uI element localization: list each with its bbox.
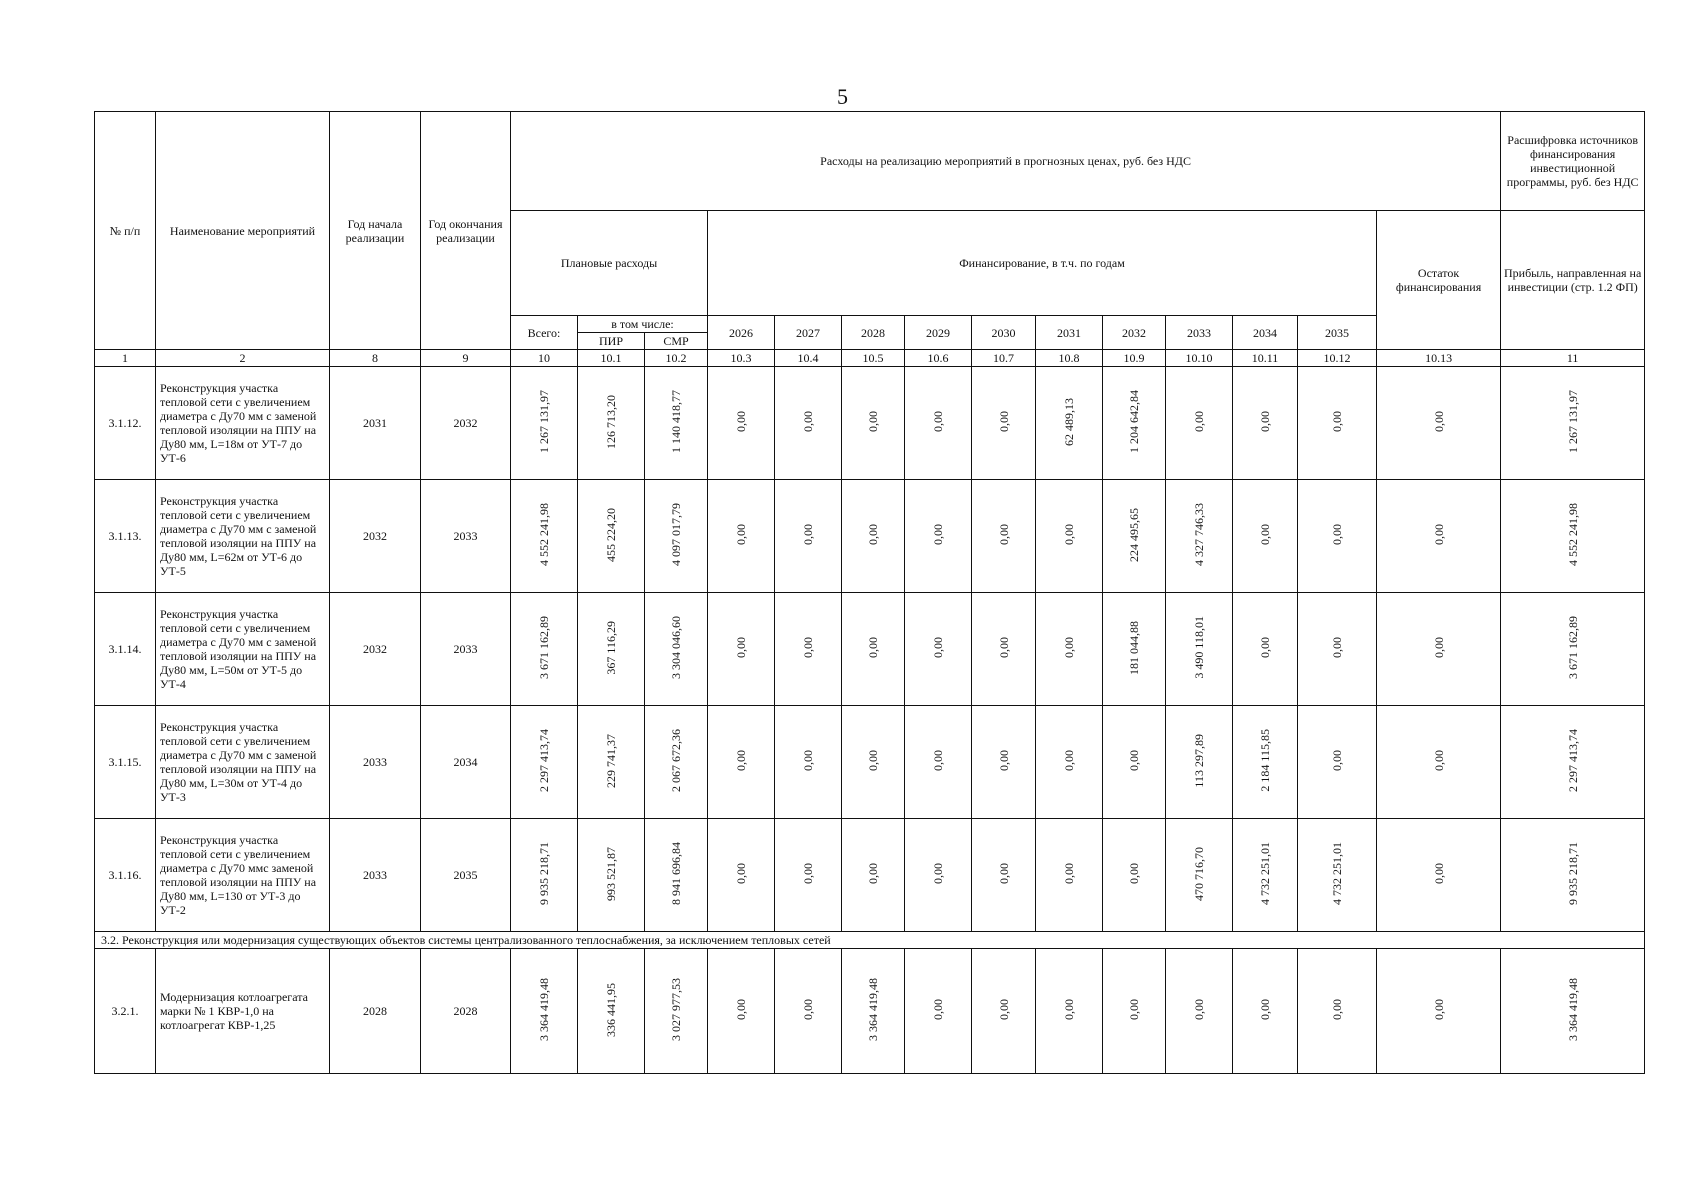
financing-year-2033-value: 113 297,89 [1192,733,1206,788]
header-year-2035: 2035 [1298,316,1377,350]
financing-year-2032-value: 0,00 [1127,999,1141,1020]
planned-total [511,819,578,932]
financing-year-2028-value: 0,00 [866,863,880,884]
row-number: 3.1.16. [95,819,156,932]
end-year: 2035 [421,819,511,932]
financing-year-2032-value: 0,00 [1127,750,1141,771]
row-number: 3.1.15. [95,706,156,819]
financing-year-2027 [775,819,842,932]
header-remainder: Остаток финансирования [1377,211,1501,350]
start-year: 2033 [330,819,421,932]
financing-year-2035-value: 0,00 [1330,750,1344,771]
financing-year-2035-value: 0,00 [1330,637,1344,658]
financing-year-2034-value: 0,00 [1258,411,1272,432]
financing-year-2026-value: 0,00 [734,863,748,884]
planned-smr-value: 4 097 017,79 [669,503,683,566]
financing-year-2026-value: 0,00 [734,637,748,658]
header-year-2027: 2027 [775,316,842,350]
remainder-value: 0,00 [1431,999,1446,1020]
financing-year-2032 [1103,367,1166,480]
planned-pir-value: 993 521,87 [604,846,618,901]
row-number: 3.1.12. [95,367,156,480]
col-number: 11 [1501,350,1645,367]
financing-year-2027 [775,367,842,480]
planned-total-value: 1 267 131,97 [537,390,551,453]
profit-invest-value: 1 267 131,97 [1565,390,1580,453]
financing-year-2032-value: 181 044,88 [1127,620,1141,675]
financing-year-2034 [1233,706,1298,819]
remainder [1377,949,1501,1074]
col-number: 10.13 [1377,350,1501,367]
financing-year-2027-value: 0,00 [801,411,815,432]
financing-year-2029-value: 0,00 [931,524,945,545]
financing-year-2030 [972,706,1036,819]
financing-year-2031-value: 0,00 [1062,524,1076,545]
col-number: 10.5 [842,350,905,367]
table-row [95,480,1645,593]
start-year: 2031 [330,367,421,480]
financing-year-2032-value: 1 204 642,84 [1127,390,1141,453]
financing-year-2034 [1233,367,1298,480]
table-row [95,706,1645,819]
remainder-value: 0,00 [1431,637,1446,658]
financing-year-2030-value: 0,00 [996,999,1011,1020]
planned-pir-value: 336 441,95 [604,982,618,1037]
planned-smr-value: 2 067 672,36 [669,729,683,792]
table-row [95,367,1645,480]
financing-year-2035 [1298,706,1377,819]
financing-year-2034 [1233,819,1298,932]
financing-year-2031 [1036,949,1103,1074]
start-year: 2033 [330,706,421,819]
end-year: 2033 [421,593,511,706]
financing-year-2029 [905,819,972,932]
column-number-row [95,350,1645,367]
col-number: 2 [156,350,330,367]
financing-year-2032 [1103,819,1166,932]
planned-total [511,367,578,480]
financing-year-2032 [1103,706,1166,819]
financing-year-2027-value: 0,00 [801,524,815,545]
remainder [1377,367,1501,480]
financing-year-2027-value: 0,00 [801,863,815,884]
planned-smr-value: 3 304 046,60 [669,616,683,679]
financing-year-2028 [842,593,905,706]
financing-year-2032 [1103,949,1166,1074]
col-number: 10.12 [1298,350,1377,367]
planned-total-value: 4 552 241,98 [537,503,551,566]
financing-year-2034-value: 2 184 115,85 [1258,729,1272,792]
financing-year-2027 [775,706,842,819]
financing-year-2033 [1166,593,1233,706]
col-number: 10.7 [972,350,1036,367]
planned-smr [645,949,708,1074]
financing-year-2034-value: 0,00 [1258,999,1272,1020]
header-name: Наименование мероприятий [156,112,330,350]
profit-invest [1501,593,1645,706]
financing-year-2035 [1298,949,1377,1074]
financing-year-2027 [775,949,842,1074]
financing-year-2033-value: 3 490 118,01 [1192,616,1206,679]
financing-year-2028 [842,480,905,593]
profit-invest [1501,949,1645,1074]
end-year: 2028 [421,949,511,1074]
financing-year-2035-value: 0,00 [1330,524,1344,545]
planned-pir [578,819,645,932]
financing-year-2028 [842,706,905,819]
planned-total-value: 3 671 162,89 [537,616,551,679]
financing-year-2034 [1233,949,1298,1074]
financing-year-2035 [1298,480,1377,593]
financing-year-2033-value: 4 327 746,33 [1192,503,1206,566]
header-expenses: Расходы на реализацию мероприятий в прогнозных ценах, руб. без НДС [511,112,1501,211]
header-year-2029: 2029 [905,316,972,350]
financing-year-2028-value: 3 364 419,48 [866,978,880,1041]
end-year: 2034 [421,706,511,819]
planned-total [511,949,578,1074]
col-number: 9 [421,350,511,367]
financing-year-2034 [1233,480,1298,593]
planned-pir-value: 229 741,37 [604,733,618,788]
start-year: 2028 [330,949,421,1074]
financing-year-2027-value: 0,00 [801,750,815,771]
measure-name: Реконструкция участка тепловой сети с увеличением диаметра с Ду70 мм с заменой тепловой изоляции на ППУ на Ду80 мм, L=30м от УТ-4 до УТ-3 [156,706,330,819]
col-number: 10.6 [905,350,972,367]
financing-year-2030-value: 0,00 [996,637,1011,658]
measure-name: Реконструкция участка тепловой сети с увеличением диаметра с Ду70 мм с заменой тепловой изоляции на ППУ на Ду80 мм, L=50м от УТ-5 до УТ-4 [156,593,330,706]
planned-pir [578,593,645,706]
financing-year-2031-value: 0,00 [1062,999,1076,1020]
financing-year-2027 [775,480,842,593]
end-year: 2033 [421,480,511,593]
planned-pir [578,706,645,819]
header-profit: Прибыль, направленная на инвестиции (стр. 1.2 ФП) [1501,211,1645,350]
end-year: 2032 [421,367,511,480]
financing-year-2035-value: 4 732 251,01 [1330,842,1344,905]
financing-year-2031-value: 0,00 [1062,750,1076,771]
financing-year-2030 [972,819,1036,932]
planned-total-value: 2 297 413,74 [537,729,551,792]
header-smr: СМР [645,333,708,350]
header-financing: Финансирование, в т.ч. по годам [708,211,1377,316]
header-total: Всего: [511,316,578,350]
financing-year-2030-value: 0,00 [996,411,1011,432]
remainder [1377,819,1501,932]
financing-year-2034 [1233,593,1298,706]
col-number: 10.2 [645,350,708,367]
header-sources: Расшифровка источников финансирования инвестиционной программы, руб. без НДС [1501,112,1645,211]
financing-year-2028-value: 0,00 [866,411,880,432]
col-number: 10.10 [1166,350,1233,367]
table-row [95,593,1645,706]
col-number: 8 [330,350,421,367]
financing-year-2028 [842,949,905,1074]
planned-smr-value: 1 140 418,77 [669,390,683,453]
financing-year-2031 [1036,367,1103,480]
financing-year-2029-value: 0,00 [931,411,945,432]
remainder [1377,706,1501,819]
financing-year-2034-value: 0,00 [1258,524,1272,545]
financing-year-2033-value: 0,00 [1192,411,1206,432]
financing-year-2031-value: 62 489,13 [1062,397,1076,446]
financing-year-2033 [1166,706,1233,819]
financing-year-2028 [842,819,905,932]
financing-year-2029-value: 0,00 [931,863,945,884]
financing-year-2032 [1103,593,1166,706]
financing-year-2029 [905,949,972,1074]
header-num: № п/п [95,112,156,350]
col-number: 10.1 [578,350,645,367]
financing-year-2032-value: 224 495,65 [1127,507,1141,562]
col-number: 10.4 [775,350,842,367]
financing-year-2031 [1036,480,1103,593]
financing-year-2029 [905,593,972,706]
start-year: 2032 [330,480,421,593]
financing-year-2026 [708,480,775,593]
financing-year-2029 [905,480,972,593]
profit-invest-value: 4 552 241,98 [1565,503,1580,566]
financing-year-2026-value: 0,00 [734,411,748,432]
col-number: 10.11 [1233,350,1298,367]
header-start-year: Год начала реализации [330,112,421,350]
planned-total [511,593,578,706]
start-year: 2032 [330,593,421,706]
col-number: 10 [511,350,578,367]
financing-year-2033 [1166,949,1233,1074]
financing-year-2034-value: 4 732 251,01 [1258,842,1272,905]
financing-year-2028-value: 0,00 [866,524,880,545]
col-number: 10.8 [1036,350,1103,367]
planned-total-value: 9 935 218,71 [537,842,551,905]
remainder [1377,480,1501,593]
financing-year-2029 [905,367,972,480]
profit-invest [1501,706,1645,819]
measure-name: Реконструкция участка тепловой сети с увеличением диаметра с Ду70 мм с заменой тепловой изоляции на ППУ на Ду80 мм, L=62м от УТ-6 до УТ-5 [156,480,330,593]
planned-total [511,706,578,819]
profit-invest [1501,819,1645,932]
measure-name: Реконструкция участка тепловой сети с увеличением диаметра с Ду70 мм с заменой тепловой изоляции на ППУ на Ду80 мм, L=18м от УТ-7 до УТ-6 [156,367,330,480]
section-title: 3.2. Реконструкция или модернизация существующих объектов системы централизованного теплоснабжения, за исключением тепловых сетей [95,932,1645,949]
planned-total-value: 3 364 419,48 [537,978,551,1041]
remainder-value: 0,00 [1431,411,1446,432]
remainder-value: 0,00 [1431,750,1446,771]
col-number: 1 [95,350,156,367]
header-year-2032: 2032 [1103,316,1166,350]
header-planned: Плановые расходы [511,211,708,316]
financing-year-2030-value: 0,00 [996,863,1011,884]
section-row [95,932,1645,949]
profit-invest-value: 3 364 419,48 [1565,978,1580,1041]
financing-year-2030-value: 0,00 [996,524,1011,545]
planned-smr-value: 3 027 977,53 [669,978,683,1041]
financing-year-2031-value: 0,00 [1062,637,1076,658]
financing-year-2035-value: 0,00 [1330,411,1344,432]
financing-year-2029-value: 0,00 [931,999,945,1020]
header-year-2028: 2028 [842,316,905,350]
remainder [1377,593,1501,706]
financing-year-2027 [775,593,842,706]
col-number: 10.9 [1103,350,1166,367]
planned-smr [645,480,708,593]
financing-year-2033 [1166,367,1233,480]
profit-invest-value: 3 671 162,89 [1565,616,1580,679]
header-year-2026: 2026 [708,316,775,350]
financing-year-2030 [972,367,1036,480]
measure-name: Модернизация котлоагрегата марки № 1 КВР-1,0 на котлоагрегат КВР-1,25 [156,949,330,1074]
remainder-value: 0,00 [1431,524,1446,545]
planned-pir [578,367,645,480]
financing-year-2033 [1166,480,1233,593]
planned-smr [645,593,708,706]
col-number: 10.3 [708,350,775,367]
financing-year-2026-value: 0,00 [734,750,748,771]
planned-pir [578,949,645,1074]
table-row [95,949,1645,1074]
financing-year-2030 [972,480,1036,593]
page-number: 5 [837,84,848,109]
planned-pir-value: 455 224,20 [604,507,618,562]
header-including: в том числе: [578,316,708,333]
remainder-value: 0,00 [1431,863,1446,884]
financing-year-2026 [708,706,775,819]
financing-year-2035 [1298,367,1377,480]
financing-year-2032-value: 0,00 [1127,863,1141,884]
header-pir: ПИР [578,333,645,350]
planned-pir [578,480,645,593]
financing-year-2034-value: 0,00 [1258,637,1272,658]
row-number: 3.2.1. [95,949,156,1074]
profit-invest [1501,367,1645,480]
financing-year-2029 [905,706,972,819]
measure-name: Реконструкция участка тепловой сети с увеличением диаметра с Ду70 ммс заменой тепловой изоляции на ППУ на Ду80 мм, L=130 от УТ-3 до УТ-2 [156,819,330,932]
planned-pir-value: 126 713,20 [604,394,618,449]
financing-year-2031 [1036,593,1103,706]
table-body [95,367,1645,1074]
financing-year-2033-value: 0,00 [1192,999,1206,1020]
profit-invest-value: 9 935 218,71 [1565,842,1580,905]
header-year-2034: 2034 [1233,316,1298,350]
planned-smr [645,367,708,480]
planned-pir-value: 367 116,29 [604,620,618,675]
planned-total [511,480,578,593]
financing-year-2035-value: 0,00 [1330,999,1344,1020]
financing-year-2026 [708,819,775,932]
financing-year-2031 [1036,706,1103,819]
financing-year-2027-value: 0,00 [801,999,815,1020]
financing-year-2026 [708,367,775,480]
financing-year-2030-value: 0,00 [996,750,1011,771]
profit-invest [1501,480,1645,593]
financing-year-2033-value: 470 716,70 [1192,846,1206,901]
financing-year-2026-value: 0,00 [734,524,748,545]
financing-year-2033 [1166,819,1233,932]
planned-smr [645,819,708,932]
financing-year-2026-value: 0,00 [734,999,748,1020]
header-end-year: Год окончания реализации [421,112,511,350]
financing-year-2030 [972,593,1036,706]
financing-year-2035 [1298,593,1377,706]
profit-invest-value: 2 297 413,74 [1565,729,1580,792]
header-year-2030: 2030 [972,316,1036,350]
header-year-2033: 2033 [1166,316,1233,350]
planned-smr [645,706,708,819]
financing-year-2028-value: 0,00 [866,637,880,658]
financing-year-2029-value: 0,00 [931,637,945,658]
financing-year-2031 [1036,819,1103,932]
financing-year-2027-value: 0,00 [801,637,815,658]
financing-year-2035 [1298,819,1377,932]
row-number: 3.1.14. [95,593,156,706]
table-row [95,819,1645,932]
financing-year-2032 [1103,480,1166,593]
financing-year-2028 [842,367,905,480]
financing-year-2028-value: 0,00 [866,750,880,771]
header-year-2031: 2031 [1036,316,1103,350]
planned-smr-value: 8 941 696,84 [669,842,683,905]
financing-year-2030 [972,949,1036,1074]
financing-year-2026 [708,593,775,706]
financing-year-2031-value: 0,00 [1062,863,1076,884]
investment-table [94,111,1645,1074]
financing-year-2029-value: 0,00 [931,750,945,771]
financing-year-2026 [708,949,775,1074]
row-number: 3.1.13. [95,480,156,593]
